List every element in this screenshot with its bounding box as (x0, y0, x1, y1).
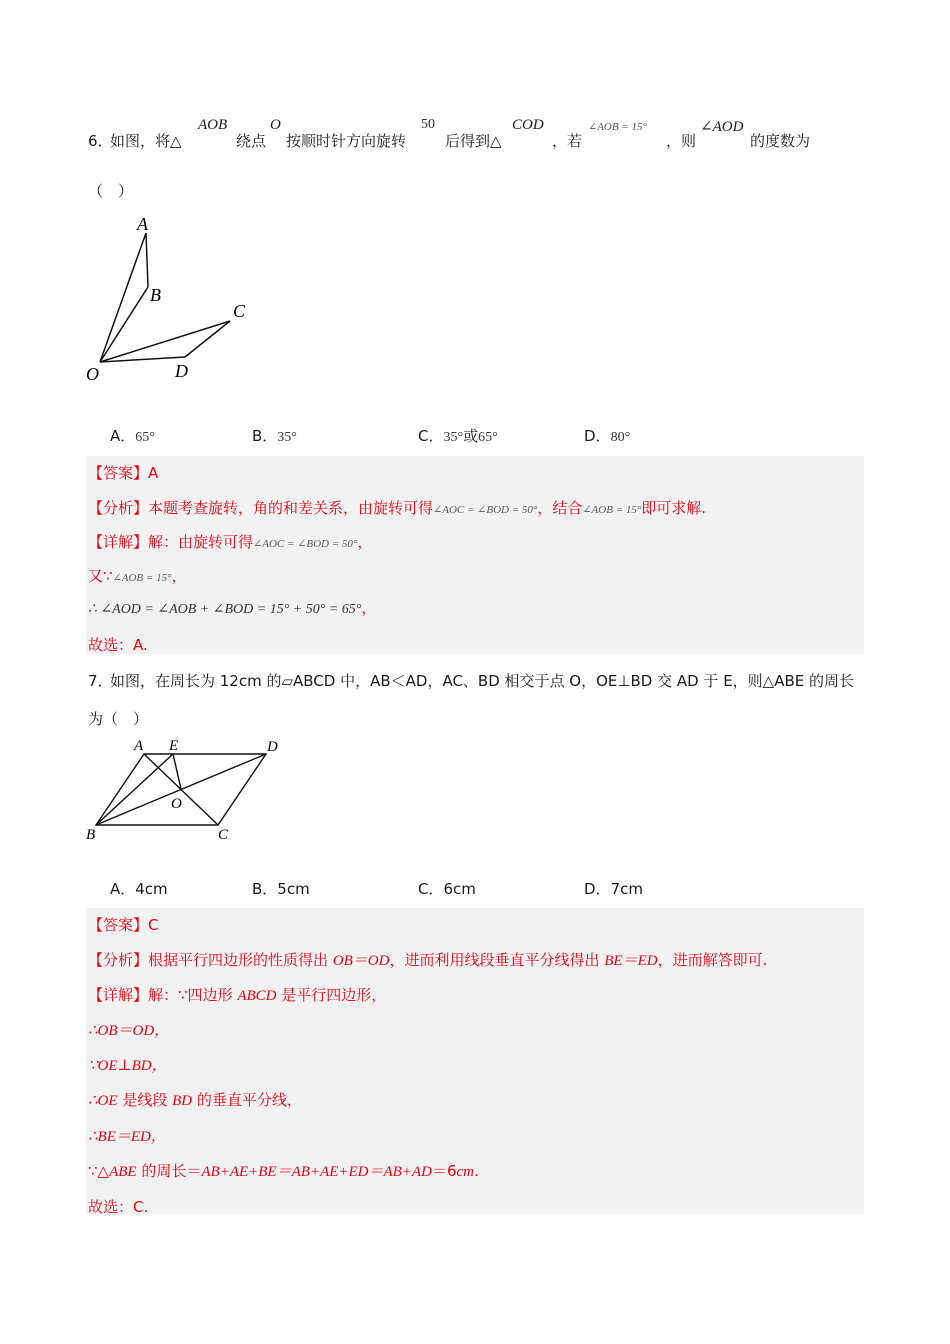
q6-answer (88, 462, 158, 483)
q7-detail-line-4-d: 的垂直平分线， (192, 1091, 302, 1109)
q7-option-b-label: B． (252, 880, 278, 898)
q7-detail-line-4-b: 是线段 (117, 1091, 173, 1109)
q7-detail-text-2: 是平行四边形， (276, 986, 387, 1004)
q6-math-50: 50 (421, 117, 435, 132)
q6-option-a[interactable] (110, 425, 155, 446)
q6-detail-text-1: 解：由旋转可得 (148, 533, 254, 551)
q7-answer (88, 914, 159, 935)
q7-detail-line-1 (88, 984, 386, 1005)
q6-analysis-math-1: ∠AOC = ∠BOD = 50° (433, 504, 538, 516)
q7-option-d[interactable] (584, 878, 643, 899)
q6-option-d[interactable] (584, 425, 630, 446)
q6-segment-cd (185, 321, 230, 357)
q6-segment-oc (100, 321, 230, 362)
q6-label-c: C (233, 301, 246, 321)
q6-math-aob: AOB (198, 117, 228, 133)
q6-detail-line-2-math: ∠AOB = 15° (112, 572, 172, 584)
q7-detail-line-6-c: 的周长＝ (136, 1162, 202, 1180)
q7-label-a: A (134, 738, 144, 754)
q7-label-o: O (171, 796, 182, 812)
q6-option-d-value: 80° (610, 430, 631, 445)
q7-analysis (88, 949, 767, 970)
q6-analysis-text-2: ，结合 (537, 499, 583, 517)
q6-detail-line-2 (88, 565, 186, 586)
q7-label-c: C (218, 827, 229, 843)
q7-answer-text: C (148, 916, 159, 934)
q6-option-a-value: 65° (135, 430, 155, 445)
q6-analysis-text-1: 本题考查旋转，角的和差关系，由旋转可得 (148, 499, 434, 517)
q7-option-a-value: 4cm (135, 880, 168, 898)
q7-detail-line-3: ∵OE⊥BD， (88, 1058, 167, 1074)
q6-paren: （ ） (88, 182, 134, 200)
q6-option-c-joiner: 或 (463, 427, 479, 445)
q6-analysis-text-3: 即可求解. (641, 499, 707, 517)
q7-detail-line-6-e: ＝6 (431, 1162, 457, 1180)
q7-option-c-value: 6cm (443, 880, 476, 898)
q6-label-a: A (137, 214, 148, 234)
q6-math-aod: ∠AOD (700, 119, 744, 135)
q7-analysis-text-2: ，进而利用线段垂直平分线得出 (389, 951, 605, 969)
q6-option-b[interactable] (252, 425, 297, 446)
q7-detail-tag: 【详解】 (88, 986, 149, 1004)
q6-option-c-label: C． (418, 427, 444, 445)
q7-option-d-value: 7cm (610, 880, 643, 898)
q6-analysis-math-2: ∠AOB = 15° (582, 504, 642, 516)
q7-detail-line-6-a: ∵△ (88, 1162, 110, 1180)
q6-text-6: ，则 (666, 132, 697, 150)
q6-option-d-label: D． (584, 427, 611, 445)
q6-option-a-label: A． (110, 427, 136, 445)
q6-detail-line-2-prefix: 又∵ (88, 567, 113, 585)
q7-detail-line-7: 故选：C. (88, 1198, 149, 1216)
q7-option-b[interactable] (252, 878, 310, 899)
q6-text-3: 按顺时针方向旋转 (286, 132, 407, 150)
q6-number: 6． (88, 132, 113, 150)
q7-analysis-text-1: 根据平行四边形的性质得出 (148, 951, 333, 969)
q6-math-condition: ∠AOB = 15° (588, 121, 647, 133)
q7-option-c-label: C． (418, 880, 444, 898)
q6-segment-oa (100, 233, 146, 362)
q7-option-a[interactable] (110, 878, 168, 899)
q7-label-b: B (86, 827, 96, 843)
q6-text-4: 后得到△ (445, 132, 502, 150)
q6-text-2: 绕点 (236, 132, 267, 150)
q6-detail-line-1 (88, 531, 372, 552)
q7-detail-line-4-c: BD (172, 1093, 193, 1109)
q7-text: 如图，在周长为 12cm 的▱ABCD 中，AB＜AD，AC、BD 相交于点 O，OE⊥BD 交 AD 于 E，则△ABE 的周长 (110, 672, 855, 690)
q6-option-c-value: 35° (443, 430, 464, 445)
q7-label-e: E (169, 738, 179, 754)
q6-option-b-value: 35° (277, 430, 297, 445)
q7-analysis-math-1: OB＝OD (332, 953, 390, 969)
q6-detail-line-3-comma: ， (361, 599, 377, 617)
q6-segment-ab (146, 233, 148, 287)
q6-analysis (88, 497, 706, 518)
q6-answer-text: A (148, 464, 159, 482)
q6-label-o: O (86, 364, 99, 384)
q6-label-b: B (150, 285, 161, 305)
q7-detail-line-2: ∴OB＝OD， (88, 1023, 170, 1039)
q7-detail-math-1: ABCD (237, 988, 277, 1004)
q6-option-c[interactable] (418, 425, 498, 446)
q6-answer-tag: 【答案】 (88, 464, 149, 482)
q6-math-o: O (270, 117, 281, 133)
q7-answer-tag: 【答案】 (88, 916, 149, 934)
q7-detail-line-5: ∴BE＝ED， (88, 1129, 166, 1145)
q7-number: 7． (88, 672, 113, 690)
q7-option-c[interactable] (418, 878, 476, 899)
q7-option-a-label: A． (110, 880, 136, 898)
q7-detail-line-6-d: AB+AE+BE＝AB+AE+ED＝AB+AD (201, 1164, 432, 1180)
q6-detail-line-2-comma: ， (171, 567, 187, 585)
q6-analysis-tag: 【分析】 (88, 499, 149, 517)
q7-detail-line-4 (88, 1089, 302, 1110)
q7-analysis-text-3: ，进而解答即可. (657, 951, 768, 969)
q6-figure (80, 205, 280, 385)
q6-solution-panel (86, 456, 864, 654)
q7-detail-text-1: 解：∵四边形 (148, 986, 238, 1004)
q7-detail-line-4-a: ∴OE (88, 1093, 118, 1109)
q7-text-2: 为（ ） (88, 710, 149, 728)
q6-detail-comma-1: ， (357, 533, 373, 551)
q7-detail-line-6-b: ABE (109, 1164, 137, 1180)
q6-detail-tag: 【详解】 (88, 533, 149, 551)
q7-detail-line-6 (88, 1160, 479, 1181)
q6-detail-line-4: 故选：A. (88, 636, 148, 654)
q7-analysis-math-2: BE＝ED (604, 953, 658, 969)
q6-math-cod: COD (512, 117, 544, 133)
q7-diagonal-bd (96, 754, 266, 825)
q7-figure (80, 732, 290, 847)
q6-detail-line-3 (88, 597, 376, 618)
q7-segment-be (96, 754, 173, 825)
q7-analysis-tag: 【分析】 (88, 951, 149, 969)
q6-text-1: 如图，将△ (110, 132, 182, 150)
q6-text-5: ，若 (552, 132, 583, 150)
q7-option-b-value: 5cm (277, 880, 310, 898)
q6-detail-line-3-math: ∴ ∠AOD = ∠AOB + ∠BOD = 15° + 50° = 65° (88, 602, 362, 617)
q7-option-d-label: D． (584, 880, 611, 898)
q6-text-7: 的度数为 (750, 132, 811, 150)
q7-detail-line-6-g: . (473, 1162, 479, 1180)
q6-option-b-label: B． (252, 427, 278, 445)
q6-option-c-value2: 65° (478, 430, 498, 445)
q7-detail-line-6-f: cm (456, 1164, 474, 1180)
q6-label-d: D (175, 361, 188, 381)
q7-label-d: D (267, 739, 278, 755)
q6-detail-math-1: ∠AOC = ∠BOD = 50° (253, 538, 358, 550)
q6-segment-ob (100, 287, 148, 362)
